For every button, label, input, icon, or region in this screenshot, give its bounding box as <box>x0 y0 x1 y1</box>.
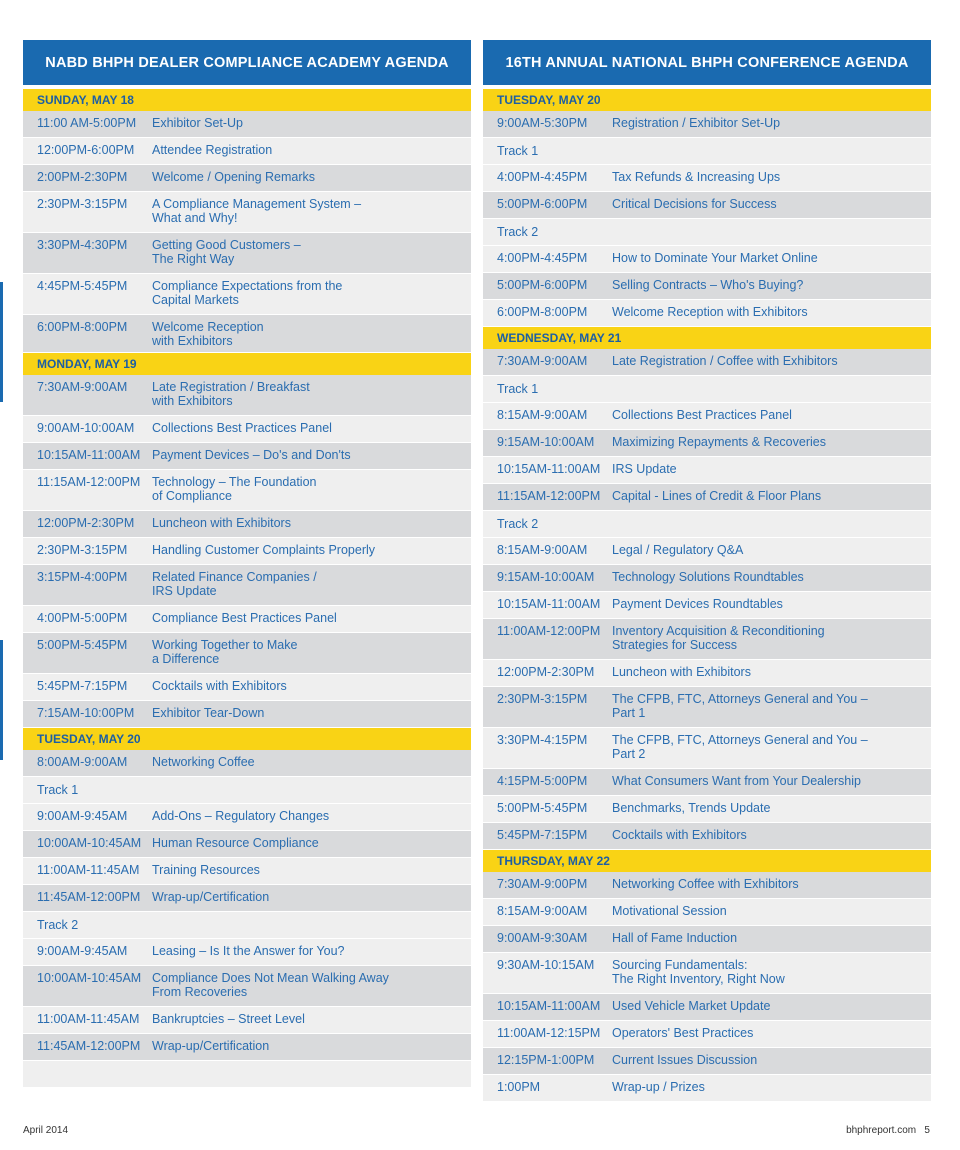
session-time: 5:00PM-5:45PM <box>497 801 588 815</box>
track-label: Track 2 <box>483 511 931 538</box>
session-title: Benchmarks, Trends Update <box>612 801 771 815</box>
session-title: Attendee Registration <box>152 143 273 157</box>
agenda-row <box>483 687 931 728</box>
session-title: Payment Devices – Do's and Don'ts <box>152 448 351 462</box>
session-time: 4:00PM-4:45PM <box>497 170 588 184</box>
session-time: 11:00AM-12:00PM <box>497 624 601 638</box>
footer-site-page: bhphreport.com 5 <box>846 1125 930 1136</box>
track-label: Track 1 <box>23 777 471 804</box>
session-time: 1:00PM <box>497 1080 541 1094</box>
session-title: Working Together to Make a Difference <box>152 638 298 666</box>
session-title: Related Finance Companies / IRS Update <box>152 570 317 598</box>
session-time: 11:00AM-12:15PM <box>497 1026 601 1040</box>
agenda-row <box>483 619 931 660</box>
agenda-row <box>23 111 471 138</box>
session-time: 10:15AM-11:00AM <box>497 999 601 1013</box>
day-heading: MONDAY, MAY 19 <box>23 353 471 375</box>
session-time: 9:30AM-10:15AM <box>497 958 595 972</box>
session-time: 4:15PM-5:00PM <box>497 774 588 788</box>
session-title: Cocktails with Exhibitors <box>152 679 287 693</box>
agenda-row <box>23 443 471 470</box>
session-time: 3:30PM-4:15PM <box>497 733 588 747</box>
session-title: Collections Best Practices Panel <box>152 421 332 435</box>
session-title: Operators' Best Practices <box>612 1026 754 1040</box>
agenda-row <box>23 858 471 885</box>
session-title: Inventory Acquisition & Reconditioning Strategies for Success <box>612 624 825 652</box>
agenda-row <box>23 804 471 831</box>
agenda-row <box>23 606 471 633</box>
session-time: 6:00PM-8:00PM <box>497 305 588 319</box>
session-time: 11:15AM-12:00PM <box>37 475 141 489</box>
agenda-row <box>483 403 931 430</box>
agenda-row <box>23 375 471 416</box>
agenda-row <box>483 430 931 457</box>
session-title: Current Issues Discussion <box>612 1053 758 1067</box>
session-time: 5:00PM-6:00PM <box>497 197 588 211</box>
session-time: 8:00AM-9:00AM <box>37 755 128 769</box>
session-title: The CFPB, FTC, Attorneys General and You – Part 1 <box>612 692 868 720</box>
agenda-row <box>483 1075 931 1102</box>
agenda-row <box>23 885 471 912</box>
session-time: 9:00AM-9:45AM <box>37 809 128 823</box>
agenda-row <box>23 138 471 165</box>
page-edge-mark <box>0 282 3 402</box>
agenda-row <box>23 565 471 606</box>
agenda-row <box>483 565 931 592</box>
session-title: Handling Customer Complaints Properly <box>152 543 376 557</box>
session-time: 3:15PM-4:00PM <box>37 570 128 584</box>
agenda-row <box>483 300 931 327</box>
agenda-list <box>23 89 471 1088</box>
session-title: Technology – The Foundation of Compliance <box>152 475 317 503</box>
footer-date: April 2014 <box>23 1125 69 1136</box>
agenda-row <box>23 192 471 233</box>
page-edge-mark <box>0 640 3 760</box>
session-title: Training Resources <box>152 863 260 877</box>
session-time: 11:15AM-12:00PM <box>497 489 601 503</box>
agenda-row <box>23 274 471 315</box>
session-title: Legal / Regulatory Q&A <box>612 543 744 557</box>
agenda-row <box>23 416 471 443</box>
session-time: 8:15AM-9:00AM <box>497 408 588 422</box>
session-time: 11:00 AM-5:00PM <box>37 116 137 130</box>
track-label <box>23 1061 471 1088</box>
session-title: The CFPB, FTC, Attorneys General and You – Part 2 <box>612 733 868 761</box>
session-title: Networking Coffee with Exhibitors <box>612 877 799 891</box>
session-title: Compliance Expectations from the Capital Markets <box>152 279 343 307</box>
session-time: 11:45AM-12:00PM <box>37 1039 141 1053</box>
agenda-list <box>483 89 931 1102</box>
agenda-row <box>23 701 471 728</box>
session-time: 7:15AM-10:00PM <box>37 706 135 720</box>
agenda-header: NABD BHPH DEALER COMPLIANCE ACADEMY AGENDA <box>23 40 471 85</box>
day-heading: TUESDAY, MAY 20 <box>483 89 931 111</box>
session-title: Leasing – Is It the Answer for You? <box>152 944 345 958</box>
agenda-row <box>483 769 931 796</box>
agenda-row <box>483 823 931 850</box>
day-heading: THURSDAY, MAY 22 <box>483 850 931 872</box>
session-title: Late Registration / Coffee with Exhibitors <box>612 354 838 368</box>
session-time: 12:00PM-2:30PM <box>37 516 135 530</box>
session-time: 2:30PM-3:15PM <box>37 197 128 211</box>
agenda-row <box>483 192 931 219</box>
agenda-row <box>483 926 931 953</box>
session-time: 5:00PM-6:00PM <box>497 278 588 292</box>
session-title: Cocktails with Exhibitors <box>612 828 747 842</box>
session-title: Welcome Reception with Exhibitors <box>612 305 808 319</box>
agenda-row <box>483 1021 931 1048</box>
session-time: 10:00AM-10:45AM <box>37 836 142 850</box>
session-time: 11:00AM-11:45AM <box>37 863 140 877</box>
session-time: 9:00AM-10:00AM <box>37 421 135 435</box>
session-time: 2:00PM-2:30PM <box>37 170 128 184</box>
agenda-row <box>483 592 931 619</box>
session-title: Registration / Exhibitor Set-Up <box>612 116 781 130</box>
session-time: 10:15AM-11:00AM <box>497 597 601 611</box>
session-time: 9:00AM-9:45AM <box>37 944 128 958</box>
session-time: 3:30PM-4:30PM <box>37 238 128 252</box>
session-title: Luncheon with Exhibitors <box>152 516 291 530</box>
session-title: What Consumers Want from Your Dealership <box>612 774 861 788</box>
session-title: Sourcing Fundamentals: The Right Inventory, Right Now <box>612 958 785 986</box>
agenda-row <box>483 273 931 300</box>
agenda-row <box>483 660 931 687</box>
agenda-row <box>23 633 471 674</box>
session-title: Add-Ons – Regulatory Changes <box>152 809 330 823</box>
session-time: 10:00AM-10:45AM <box>37 971 142 985</box>
agenda-row <box>23 750 471 777</box>
agenda-row <box>483 165 931 192</box>
session-time: 7:30AM-9:00AM <box>497 354 588 368</box>
agenda-row <box>483 457 931 484</box>
session-title: Late Registration / Breakfast with Exhibitors <box>152 380 310 408</box>
agenda-row <box>23 233 471 274</box>
session-title: Payment Devices Roundtables <box>612 597 783 611</box>
agenda-row <box>483 953 931 994</box>
agenda-row <box>483 484 931 511</box>
session-time: 2:30PM-3:15PM <box>37 543 128 557</box>
day-heading: TUESDAY, MAY 20 <box>23 728 471 750</box>
session-title: Wrap-up/Certification <box>152 890 270 904</box>
agenda-row <box>23 165 471 192</box>
conference-agenda <box>483 40 931 1102</box>
session-title: Maximizing Repayments & Recoveries <box>612 435 826 449</box>
session-time: 4:00PM-4:45PM <box>497 251 588 265</box>
agenda-row <box>483 796 931 823</box>
session-time: 4:45PM-5:45PM <box>37 279 128 293</box>
session-title: Selling Contracts – Who's Buying? <box>612 278 804 292</box>
session-time: 10:15AM-11:00AM <box>497 462 601 476</box>
session-title: Tax Refunds & Increasing Ups <box>612 170 781 184</box>
track-label: Track 2 <box>23 912 471 939</box>
session-title: Technology Solutions Roundtables <box>612 570 804 584</box>
track-label: Track 1 <box>483 376 931 403</box>
agenda-row <box>23 511 471 538</box>
agenda-row <box>483 349 931 376</box>
agenda-row <box>483 899 931 926</box>
session-title: How to Dominate Your Market Online <box>612 251 818 265</box>
session-time: 5:45PM-7:15PM <box>37 679 128 693</box>
session-title: A Compliance Management System – What and Why! <box>152 197 362 225</box>
session-time: 9:15AM-10:00AM <box>497 570 595 584</box>
agenda-row <box>483 1048 931 1075</box>
agenda-row <box>483 872 931 899</box>
session-time: 11:45AM-12:00PM <box>37 890 141 904</box>
agenda-row <box>483 728 931 769</box>
session-title: Wrap-up/Certification <box>152 1039 270 1053</box>
agenda-row <box>23 315 471 353</box>
session-time: 7:30AM-9:00PM <box>497 877 588 891</box>
agenda-row <box>23 1034 471 1061</box>
session-time: 9:00AM-9:30AM <box>497 931 588 945</box>
session-time: 12:15PM-1:00PM <box>497 1053 595 1067</box>
session-title: Critical Decisions for Success <box>612 197 777 211</box>
session-time: 8:15AM-9:00AM <box>497 543 588 557</box>
session-time: 8:15AM-9:00AM <box>497 904 588 918</box>
session-title: Compliance Does Not Mean Walking Away From Recoveries <box>152 971 389 999</box>
agenda-row <box>23 470 471 511</box>
session-title: Hall of Fame Induction <box>612 931 738 945</box>
day-heading: WEDNESDAY, MAY 21 <box>483 327 931 349</box>
session-time: 9:15AM-10:00AM <box>497 435 595 449</box>
agenda-row <box>23 966 471 1007</box>
session-time: 5:45PM-7:15PM <box>497 828 588 842</box>
session-time: 10:15AM-11:00AM <box>37 448 141 462</box>
track-label: Track 2 <box>483 219 931 246</box>
session-title: Exhibitor Tear-Down <box>152 706 265 720</box>
session-title: Luncheon with Exhibitors <box>612 665 751 679</box>
session-title: Used Vehicle Market Update <box>612 999 771 1013</box>
agenda-row <box>23 538 471 565</box>
session-title: IRS Update <box>612 462 677 476</box>
session-title: Motivational Session <box>612 904 727 918</box>
session-title: Networking Coffee <box>152 755 255 769</box>
agenda-header: 16TH ANNUAL NATIONAL BHPH CONFERENCE AGENDA <box>483 40 931 85</box>
session-title: Collections Best Practices Panel <box>612 408 792 422</box>
session-title: Wrap-up / Prizes <box>612 1080 705 1094</box>
agenda-row <box>23 1007 471 1034</box>
session-time: 12:00PM-6:00PM <box>37 143 135 157</box>
day-heading: SUNDAY, MAY 18 <box>23 89 471 111</box>
session-title: Human Resource Compliance <box>152 836 319 850</box>
session-time: 5:00PM-5:45PM <box>37 638 128 652</box>
track-label: Track 1 <box>483 138 931 165</box>
session-time: 2:30PM-3:15PM <box>497 692 588 706</box>
compliance-academy-agenda <box>23 40 471 1088</box>
session-title: Welcome / Opening Remarks <box>152 170 316 184</box>
session-time: 6:00PM-8:00PM <box>37 320 128 334</box>
agenda-row <box>23 939 471 966</box>
session-title: Capital - Lines of Credit & Floor Plans <box>612 489 822 503</box>
session-time: 7:30AM-9:00AM <box>37 380 128 394</box>
agenda-row <box>23 831 471 858</box>
agenda-row <box>23 674 471 701</box>
session-time: 9:00AM-5:30PM <box>497 116 588 130</box>
agenda-row <box>483 538 931 565</box>
session-title: Exhibitor Set-Up <box>152 116 244 130</box>
session-title: Getting Good Customers – The Right Way <box>152 238 301 266</box>
agenda-row <box>483 111 931 138</box>
session-title: Compliance Best Practices Panel <box>152 611 337 625</box>
session-time: 12:00PM-2:30PM <box>497 665 595 679</box>
session-title: Welcome Reception with Exhibitors <box>152 320 264 348</box>
session-time: 11:00AM-11:45AM <box>37 1012 140 1026</box>
session-title: Bankruptcies – Street Level <box>152 1012 305 1026</box>
agenda-row <box>483 246 931 273</box>
session-time: 4:00PM-5:00PM <box>37 611 128 625</box>
agenda-row <box>483 994 931 1021</box>
